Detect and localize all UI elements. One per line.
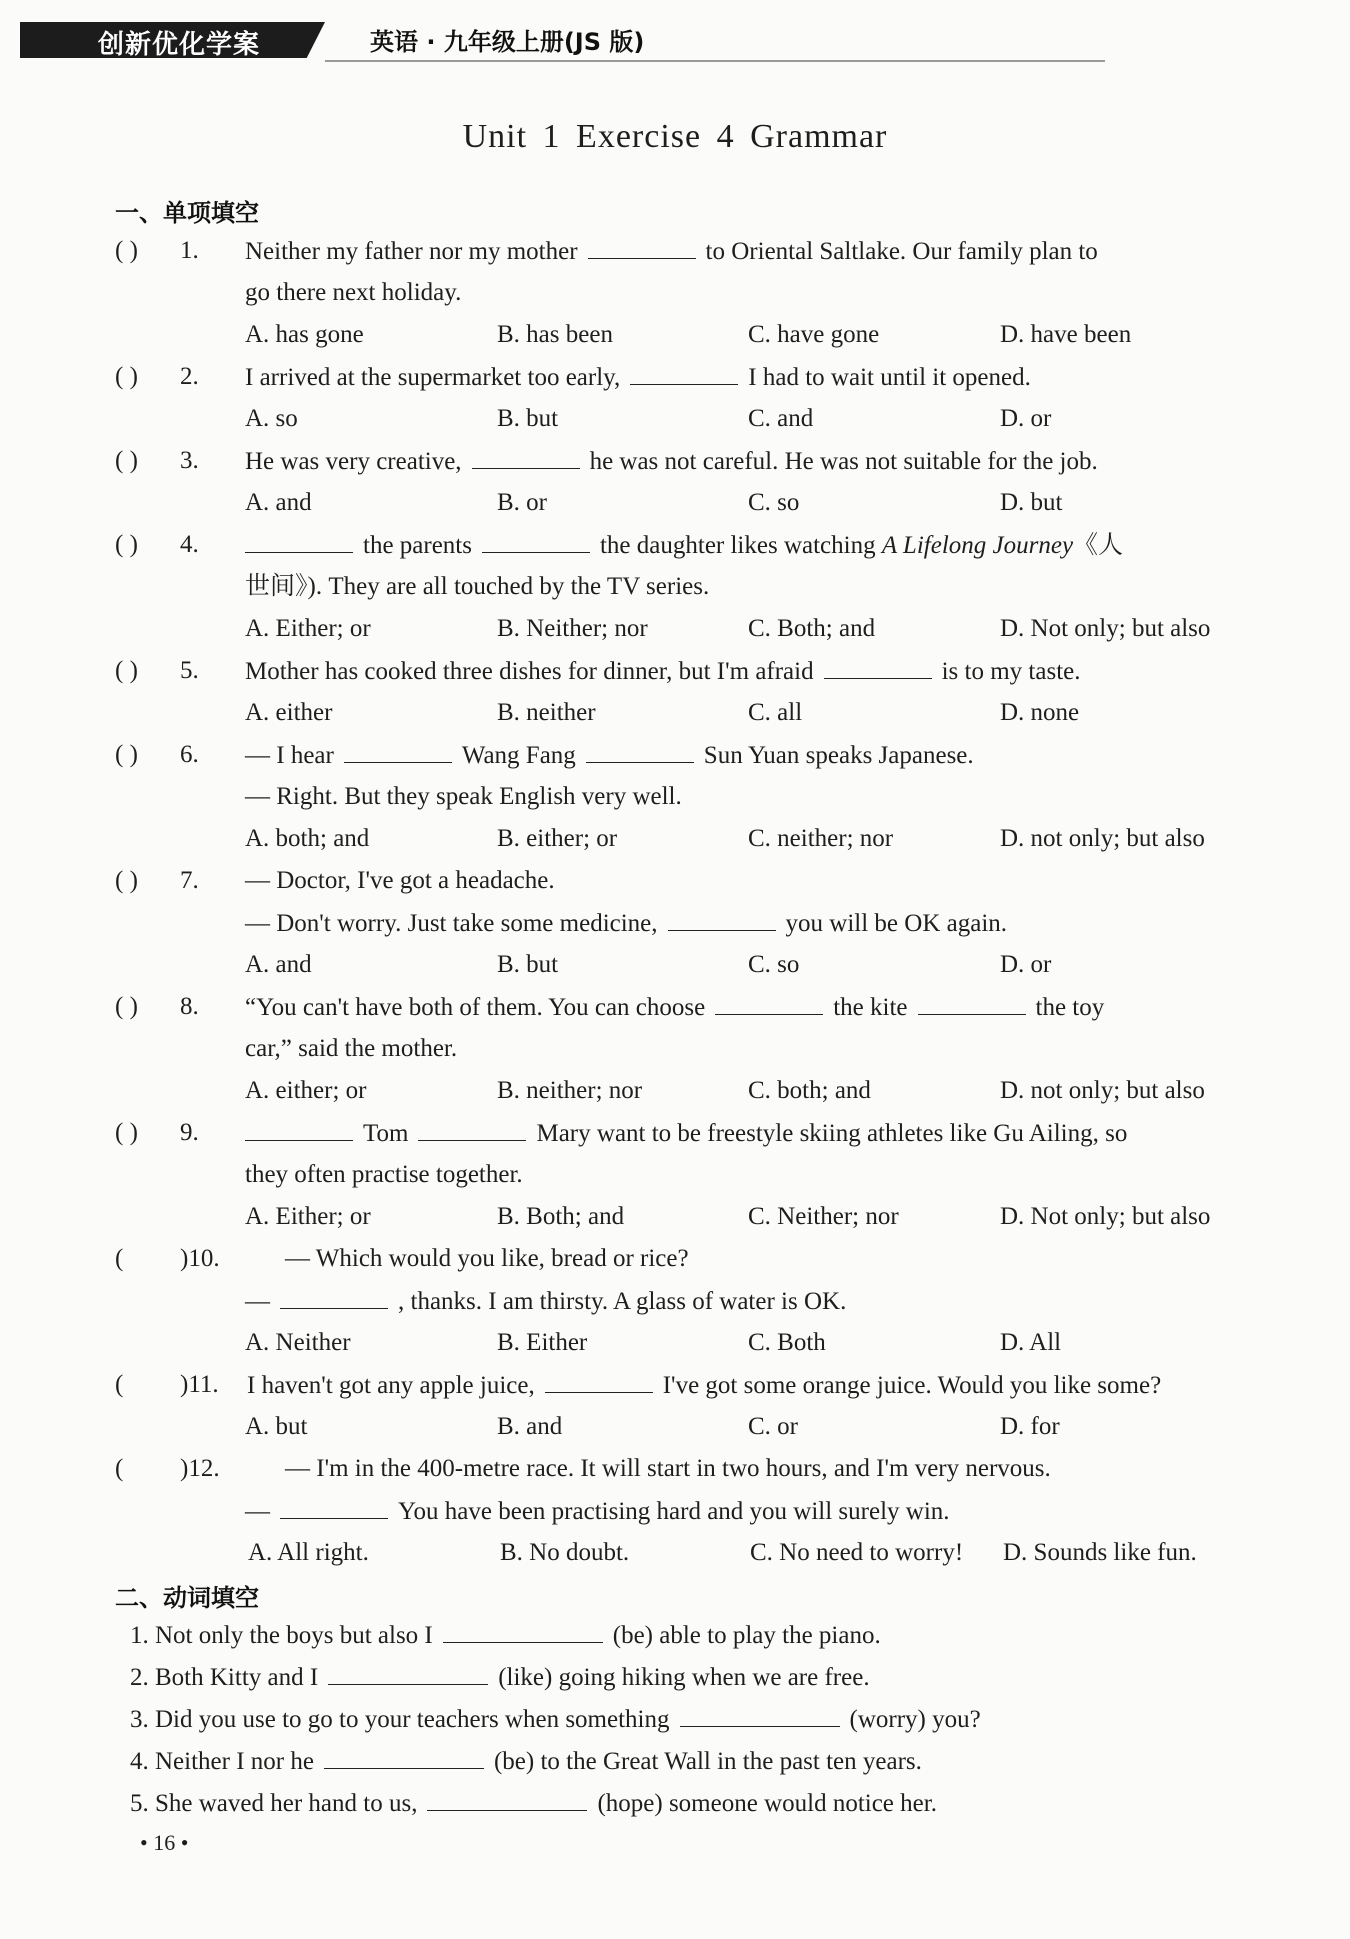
question-text: I haven't got any apple juice, I've got some orange juice. Would you like some?	[247, 1372, 1162, 1399]
section-heading-verb-fill: 二、动词填空	[115, 1584, 259, 1612]
option-b[interactable]: B. and	[497, 1413, 563, 1440]
blank[interactable]	[280, 1286, 388, 1309]
header-brand: 创新优化学案	[98, 30, 261, 60]
blank[interactable]	[630, 362, 738, 385]
page-title: Unit 1 Exercise 4 Grammar	[462, 118, 888, 155]
option-b[interactable]: B. or	[497, 489, 547, 516]
option-a[interactable]: A. and	[245, 951, 312, 978]
question-text: the parents the daughter likes watching A Lifelong Journey《人	[245, 530, 1123, 561]
question-9-cont: they often practise together.	[245, 1161, 523, 1188]
blank[interactable]	[472, 446, 580, 469]
verb-fill-item-3: 3. Did you use to go to your teachers when something (worry) you?	[130, 1706, 981, 1733]
verb-fill-item-2: 2. Both Kitty and I (like) going hiking when we are free.	[130, 1664, 870, 1691]
option-a[interactable]: A. All right.	[248, 1539, 369, 1566]
question-number: 4.	[180, 531, 199, 558]
option-c[interactable]: C. so	[748, 489, 800, 516]
answer-paren[interactable]: ( )	[115, 993, 138, 1020]
page-number: • 16 •	[140, 1830, 189, 1855]
blank[interactable]	[280, 1496, 388, 1519]
option-b[interactable]: B. has been	[497, 321, 613, 348]
option-a[interactable]: A. so	[245, 405, 298, 432]
question-text: Tom Mary want to be freestyle skiing athletes like Gu Ailing, so	[245, 1118, 1127, 1149]
option-c[interactable]: C. both; and	[748, 1077, 871, 1104]
blank[interactable]	[482, 530, 590, 553]
answer-paren[interactable]: ( )	[115, 237, 138, 264]
blank[interactable]	[586, 740, 694, 763]
option-a[interactable]: A. has gone	[245, 321, 364, 348]
question-text: I arrived at the supermarket too early, I had to wait until it opened.	[245, 364, 1031, 391]
answer-paren[interactable]: ( )	[115, 657, 138, 684]
blank[interactable]	[824, 656, 932, 679]
question-number: 9.	[180, 1119, 199, 1146]
option-b[interactable]: B. Either	[497, 1329, 588, 1356]
option-a[interactable]: A. both; and	[245, 825, 370, 852]
header-divider	[325, 60, 1105, 62]
answer-paren[interactable]: ( )	[115, 447, 138, 474]
option-c[interactable]: C. No need to worry!	[750, 1539, 964, 1566]
question-number: 2.	[180, 363, 199, 390]
option-d[interactable]: D. or	[1000, 951, 1052, 978]
option-d[interactable]: D. not only; but also	[1000, 825, 1205, 852]
option-a[interactable]: A. Neither	[245, 1329, 351, 1356]
option-c[interactable]: C. or	[748, 1413, 798, 1440]
question-number: 8.	[180, 993, 199, 1020]
question-12-cont: — You have been practising hard and you will surely win.	[245, 1498, 950, 1525]
option-d[interactable]: D. none	[1000, 699, 1080, 726]
option-c[interactable]: C. Both	[748, 1329, 826, 1356]
option-b[interactable]: B. neither; nor	[497, 1077, 643, 1104]
option-c[interactable]: C. Both; and	[748, 615, 876, 642]
header-subject: 英语 · 九年级上册(JS 版)	[370, 28, 645, 56]
option-a[interactable]: A. Either; or	[245, 1203, 371, 1230]
blank[interactable]	[918, 992, 1026, 1015]
section-heading-single-choice: 一、单项填空	[115, 199, 259, 227]
option-d[interactable]: D. Sounds like fun.	[1003, 1539, 1197, 1566]
question-4-cont: 世间》). They are all touched by the TV series.	[245, 573, 710, 600]
question-number: )11.	[180, 1371, 219, 1398]
blank[interactable]	[344, 740, 452, 763]
blank[interactable]	[443, 1620, 603, 1643]
option-b[interactable]: B. Both; and	[497, 1203, 625, 1230]
answer-paren-open[interactable]: (	[115, 1455, 124, 1482]
option-d[interactable]: D. for	[1000, 1413, 1060, 1440]
answer-paren-open[interactable]: (	[115, 1245, 124, 1272]
question-number: )10.	[180, 1245, 220, 1272]
option-d[interactable]: D. Not only; but also	[1000, 1203, 1211, 1230]
option-a[interactable]: A. either	[245, 699, 333, 726]
question-number: 3.	[180, 447, 199, 474]
option-d[interactable]: D. or	[1000, 405, 1052, 432]
option-c[interactable]: C. Neither; nor	[748, 1203, 899, 1230]
answer-paren-open[interactable]: (	[115, 1371, 124, 1398]
blank[interactable]	[245, 1118, 353, 1141]
answer-paren[interactable]: ( )	[115, 867, 138, 894]
verb-fill-item-1: 1. Not only the boys but also I (be) able to play the piano.	[130, 1622, 881, 1649]
question-text: Neither my father nor my mother to Oriental Saltlake. Our family plan to	[245, 238, 1098, 265]
question-7-cont: — Don't worry. Just take some medicine, you will be OK again.	[245, 910, 1008, 937]
question-1-cont: go there next holiday.	[245, 279, 462, 306]
option-a[interactable]: A. Either; or	[245, 615, 371, 642]
option-d[interactable]: D. Not only; but also	[1000, 615, 1211, 642]
option-b[interactable]: B. but	[497, 405, 559, 432]
option-b[interactable]: B. either; or	[497, 825, 618, 852]
verb-fill-item-4: 4. Neither I nor he (be) to the Great Wall in the past ten years.	[130, 1748, 922, 1775]
answer-paren[interactable]: ( )	[115, 741, 138, 768]
page-header	[20, 22, 1085, 58]
question-text: — Doctor, I've got a headache.	[245, 867, 555, 894]
option-c[interactable]: C. neither; nor	[748, 825, 894, 852]
blank[interactable]	[328, 1662, 488, 1685]
option-c[interactable]: C. have gone	[748, 321, 880, 348]
option-c[interactable]: C. so	[748, 951, 800, 978]
blank[interactable]	[680, 1704, 840, 1727]
question-text: He was very creative, he was not careful. He was not suitable for the job.	[245, 448, 1098, 475]
option-d[interactable]: D. not only; but also	[1000, 1077, 1205, 1104]
option-a[interactable]: A. and	[245, 489, 312, 516]
question-8-cont: car,” said the mother.	[245, 1035, 458, 1062]
option-b[interactable]: B. but	[497, 951, 559, 978]
blank[interactable]	[418, 1118, 526, 1141]
blank[interactable]	[588, 236, 696, 259]
option-b[interactable]: B. No doubt.	[500, 1539, 630, 1566]
question-number: 6.	[180, 741, 199, 768]
blank[interactable]	[715, 992, 823, 1015]
option-c[interactable]: C. all	[748, 699, 803, 726]
option-b[interactable]: B. neither	[497, 699, 596, 726]
blank[interactable]	[324, 1746, 484, 1769]
blank[interactable]	[245, 530, 353, 553]
question-number: )12.	[180, 1455, 220, 1482]
option-b[interactable]: B. Neither; nor	[497, 615, 648, 642]
question-number: 1.	[180, 237, 199, 264]
option-d[interactable]: D. but	[1000, 489, 1063, 516]
option-c[interactable]: C. and	[748, 405, 814, 432]
question-text: — I hear Wang Fang Sun Yuan speaks Japanese.	[245, 742, 974, 769]
option-a[interactable]: A. either; or	[245, 1077, 367, 1104]
blank[interactable]	[668, 908, 776, 931]
option-d[interactable]: D. All	[1000, 1329, 1062, 1356]
answer-paren[interactable]: ( )	[115, 531, 138, 558]
question-6-cont: — Right. But they speak English very well.	[245, 783, 682, 810]
question-10-cont: — , thanks. I am thirsty. A glass of water is OK.	[245, 1288, 847, 1315]
question-text: — Which would you like, bread or rice?	[285, 1245, 689, 1272]
question-text: Mother has cooked three dishes for dinner, but I'm afraid is to my taste.	[245, 658, 1081, 685]
question-text: “You can't have both of them. You can choose the kite the toy	[245, 994, 1105, 1021]
answer-paren[interactable]: ( )	[115, 1119, 138, 1146]
blank[interactable]	[427, 1788, 587, 1811]
question-number: 5.	[180, 657, 199, 684]
question-number: 7.	[180, 867, 199, 894]
blank[interactable]	[545, 1370, 653, 1393]
option-a[interactable]: A. but	[245, 1413, 308, 1440]
option-d[interactable]: D. have been	[1000, 321, 1132, 348]
question-text: — I'm in the 400-metre race. It will start in two hours, and I'm very nervous.	[285, 1455, 1051, 1482]
verb-fill-item-5: 5. She waved her hand to us, (hope) someone would notice her.	[130, 1790, 937, 1817]
answer-paren[interactable]: ( )	[115, 363, 138, 390]
